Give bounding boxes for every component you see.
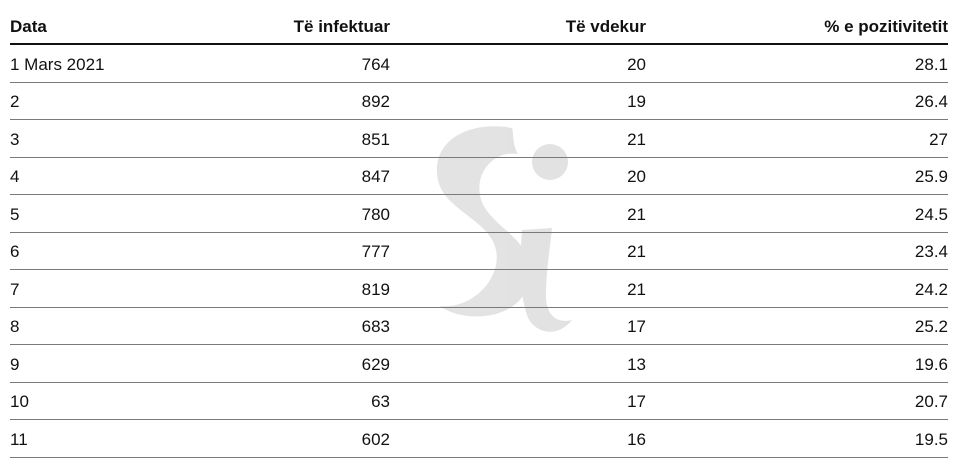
cell-date: 3 [10,129,20,149]
cell-deaths: 21 [627,204,646,224]
covid-daily-table [10,14,948,458]
header-pozitiviteti: % e pozitivitetit [824,17,948,36]
cell-deaths: 17 [627,317,646,336]
cell-infected: 892 [361,92,390,111]
cell-deaths: 21 [627,129,646,149]
cell-positivity: 25.2 [914,317,948,336]
cell-infected: 602 [361,429,390,449]
cell-date: 9 [10,354,20,374]
cell-infected: 629 [361,354,390,374]
header-data: Data [10,17,47,36]
cell-positivity: 25.9 [914,167,948,186]
table-row [10,83,948,121]
cell-infected: 851 [361,129,390,149]
cell-date: 8 [10,317,20,336]
cell-deaths: 19 [627,92,646,111]
cell-date: 2 [10,92,20,111]
cell-deaths: 20 [627,54,646,74]
cell-positivity: 24.2 [914,279,948,299]
header-te-vdekur: Të vdekur [565,17,646,36]
cell-positivity: 24.5 [914,204,948,224]
table-row [10,420,948,458]
cell-date: 5 [10,204,20,224]
cell-deaths: 13 [627,354,646,374]
cell-deaths: 17 [627,392,646,411]
cell-deaths: 21 [627,242,646,261]
table-row [10,270,948,308]
table-row [10,233,948,271]
cell-date: 4 [10,167,20,186]
table-row [10,120,948,158]
cell-date: 6 [10,242,20,261]
cell-infected: 683 [361,317,390,336]
cell-positivity: 19.6 [914,354,948,374]
table-row [10,345,948,383]
cell-deaths: 21 [627,279,646,299]
cell-positivity: 26.4 [914,92,948,111]
cell-date: 10 [10,392,29,411]
cell-positivity: 20.7 [914,392,948,411]
table-row [10,383,948,421]
table-row [10,158,948,196]
table-row [10,308,948,346]
cell-infected: 777 [361,242,390,261]
cell-date: 11 [10,429,28,449]
table-row [10,45,948,83]
cell-infected: 819 [361,279,390,299]
cell-positivity: 23.4 [914,242,948,261]
cell-infected: 764 [361,54,390,74]
table-header-row [10,14,948,45]
header-te-infektuar: Të infektuar [293,17,390,36]
cell-deaths: 16 [627,429,646,449]
cell-positivity: 19.5 [914,429,948,449]
cell-infected: 847 [361,167,390,186]
cell-infected: 780 [361,204,390,224]
cell-date: 1 Mars 2021 [10,54,105,74]
cell-positivity: 27 [929,129,948,149]
cell-date: 7 [10,279,20,299]
cell-positivity: 28.1 [914,54,948,74]
table-row [10,195,948,233]
cell-infected: 63 [371,392,390,411]
cell-deaths: 20 [627,167,646,186]
